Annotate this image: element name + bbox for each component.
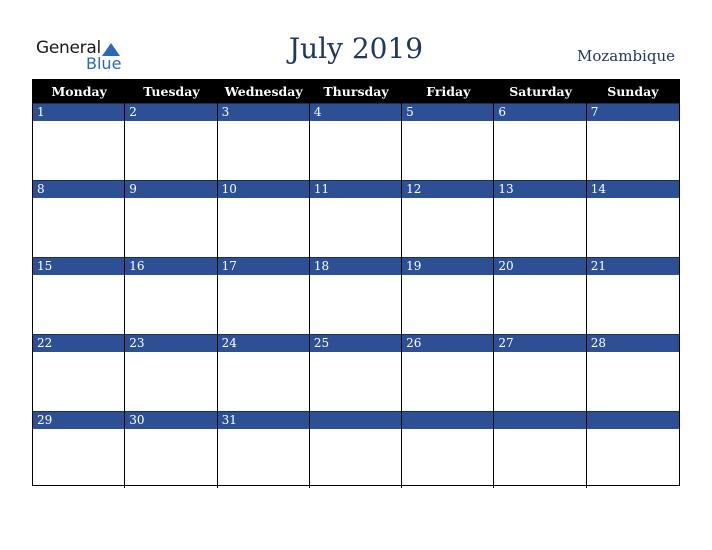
day-number: 18 (310, 257, 401, 275)
day-number: 13 (494, 180, 585, 198)
weekday-header: Tuesday (143, 84, 200, 99)
day-cell (494, 334, 586, 411)
day-number: 4 (310, 103, 401, 121)
calendar-title: July 2019 (288, 32, 424, 65)
day-number: 29 (33, 411, 124, 429)
week-row (33, 103, 679, 180)
day-number: 24 (218, 334, 309, 352)
day-cell (402, 180, 494, 257)
day-cell (587, 257, 679, 334)
day-number (402, 411, 493, 429)
logo-text-general: General (36, 38, 101, 58)
day-number: 28 (587, 334, 679, 352)
day-number: 19 (402, 257, 493, 275)
day-number: 20 (494, 257, 585, 275)
day-number: 6 (494, 103, 585, 121)
day-cell (587, 103, 679, 180)
day-number: 3 (218, 103, 309, 121)
day-cell (125, 334, 217, 411)
day-number: 7 (587, 103, 679, 121)
day-number: 2 (125, 103, 216, 121)
day-number (310, 411, 401, 429)
day-number: 1 (33, 103, 124, 121)
day-number: 22 (33, 334, 124, 352)
day-number: 8 (33, 180, 124, 198)
day-cell (33, 411, 125, 488)
day-cell (310, 257, 402, 334)
day-cell (33, 103, 125, 180)
day-cell (402, 334, 494, 411)
day-number: 16 (125, 257, 216, 275)
weekday-header: Wednesday (224, 84, 303, 99)
day-number: 15 (33, 257, 124, 275)
day-cell (402, 257, 494, 334)
week-row (33, 257, 679, 334)
day-number: 25 (310, 334, 401, 352)
day-cell (125, 257, 217, 334)
day-cell (402, 103, 494, 180)
day-number: 23 (125, 334, 216, 352)
weekday-header: Saturday (509, 84, 572, 99)
day-number: 31 (218, 411, 309, 429)
country-label: Mozambique (577, 47, 675, 65)
day-number: 12 (402, 180, 493, 198)
weekday-header-row (33, 80, 679, 103)
weekday-header: Monday (51, 84, 107, 99)
day-cell (494, 411, 586, 488)
day-cell (218, 411, 310, 488)
day-number (587, 411, 679, 429)
day-cell (125, 103, 217, 180)
day-cell (218, 334, 310, 411)
weekday-header: Sunday (607, 84, 659, 99)
calendar-grid (32, 79, 680, 486)
day-number: 14 (587, 180, 679, 198)
day-cell (125, 411, 217, 488)
weekday-header: Friday (426, 84, 471, 99)
day-cell (402, 411, 494, 488)
logo-text-blue: Blue (86, 54, 122, 73)
week-row (33, 180, 679, 257)
day-cell (494, 257, 586, 334)
weekday-header: Thursday (323, 84, 389, 99)
day-cell (218, 103, 310, 180)
day-cell (310, 411, 402, 488)
day-number: 21 (587, 257, 679, 275)
day-cell (310, 180, 402, 257)
day-cell (33, 334, 125, 411)
week-row (33, 334, 679, 411)
day-cell (310, 103, 402, 180)
day-cell (218, 180, 310, 257)
day-cell (494, 180, 586, 257)
day-number: 10 (218, 180, 309, 198)
day-number: 11 (310, 180, 401, 198)
day-number: 27 (494, 334, 585, 352)
day-cell (587, 180, 679, 257)
day-number: 26 (402, 334, 493, 352)
day-cell (587, 334, 679, 411)
day-number: 9 (125, 180, 216, 198)
day-cell (310, 334, 402, 411)
day-number (494, 411, 585, 429)
day-cell (125, 180, 217, 257)
day-cell (33, 257, 125, 334)
day-cell (33, 180, 125, 257)
day-number: 17 (218, 257, 309, 275)
day-cell (587, 411, 679, 488)
week-row (33, 411, 679, 488)
day-cell (218, 257, 310, 334)
day-number: 30 (125, 411, 216, 429)
day-cell (494, 103, 586, 180)
day-number: 5 (402, 103, 493, 121)
